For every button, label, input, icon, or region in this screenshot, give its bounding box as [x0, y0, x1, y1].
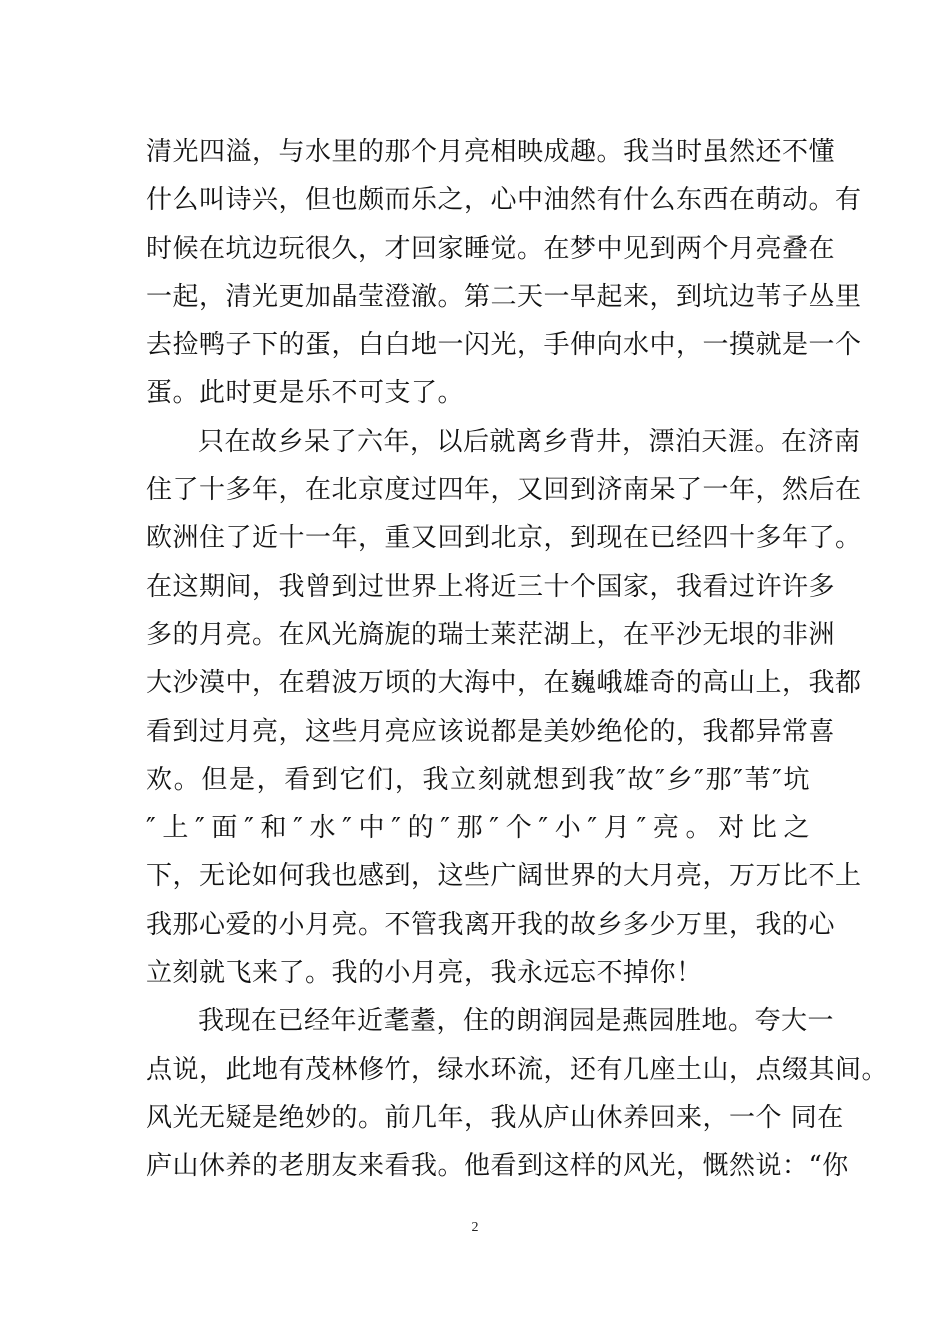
- text-line: 住了十多年，在北京度过四年，又回到济南呆了一年，然后在: [146, 475, 862, 506]
- text-line: 下，无论如何我也感到，这些广阔世界的大月亮，万万比不上: [146, 861, 862, 892]
- text-line: 一起，清光更加晶莹澄澈。第二天一早起来，到坑边苇子丛里: [146, 281, 862, 312]
- page-number: 2: [471, 1220, 479, 1235]
- text-line: 清光四溢，与水里的那个月亮相映成趣。我当时虽然还不懂: [146, 137, 836, 167]
- text-line: 蛋。此时更是乐不可支了。: [146, 378, 465, 409]
- paragraph-start-line: 我现在已经年近耄耋，住的朗润园是燕园胜地。夸大一: [198, 1006, 835, 1037]
- text-line: 欧洲住了近十一年，重又回到北京，到现在已经四十多年了。: [146, 523, 862, 554]
- text-line: 在这期间，我曾到过世界上将近三十个国家，我看过许许多: [146, 571, 836, 602]
- text-line: 欢。但是，看到它们，我立刻就想到我″故″乡″那″苇″坑: [146, 764, 810, 795]
- text-line: 立刻就飞来了。我的小月亮，我永远忘不掉你！: [146, 958, 703, 989]
- text-line: 看到过月亮，这些月亮应该说都是美妙绝伦的，我都异常喜: [146, 716, 836, 747]
- text-line: 庐山休养的老朋友来看我。他看到这样的风光，慨然说：“你: [146, 1151, 849, 1182]
- text-line: 点说，此地有茂林修竹，绿水环流，还有几座土山，点缀其间。: [146, 1054, 889, 1085]
- text-line: ″上″面″和″水″中″的″那″个″小″月″亮。对比之: [146, 813, 810, 844]
- text-line: 多的月亮。在风光旖旎的瑞士莱茫湖上，在平沙无垠的非洲: [146, 619, 836, 650]
- text-line: 风光无疑是绝妙的。前几年，我从庐山休养回来，一个 同在: [146, 1102, 844, 1133]
- body-text: [146, 128, 889, 1191]
- text-line: 去捡鸭子下的蛋，白白地一闪光，手伸向水中，一摸就是一个: [146, 330, 862, 361]
- text-line: 我那心爱的小月亮。不管我离开我的故乡多少万里，我的心: [146, 909, 836, 940]
- text-line: 大沙漠中，在碧波万顷的大海中，在巍峨雄奇的高山上，我都: [146, 668, 862, 699]
- paragraph-start-line: 只在故乡呆了六年，以后就离乡背井，漂泊天涯。在济南: [198, 426, 861, 457]
- text-line: 什么叫诗兴，但也颇而乐之，心中油然有什么东西在萌动。有: [146, 185, 862, 216]
- text-line: 时候在坑边玩很久，才回家睡觉。在梦中见到两个月亮叠在: [146, 233, 836, 264]
